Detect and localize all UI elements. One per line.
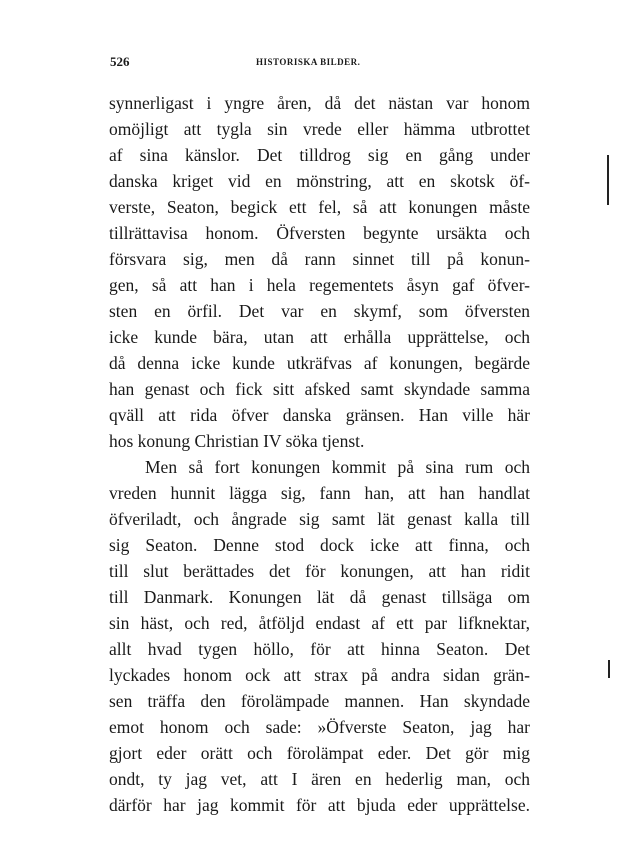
text-line: lyckades honom ock att strax på andra sidan grän- [109,665,530,685]
text-line: därför har jag kommit för att bjuda eder upprättelse. [109,795,530,815]
text-line: hos konung Christian IV söka tjenst. [109,431,365,451]
page-number: 526 [110,54,130,69]
margin-mark [607,155,609,205]
text-line: försvara sig, men då rann sinnet till på konun- [109,249,530,269]
text-line: Men så fort konungen kommit på sina rum och [145,457,530,477]
text-line: gjort eder orätt och förolämpat eder. Det gör mig [109,743,530,763]
text-line: icke kunde bära, utan att erhålla upprättelse, och [109,327,530,347]
text-line: af sina känslor. Det tilldrog sig en gång under [109,145,530,165]
text-line: sig Seaton. Denne stod dock icke att finna, och [109,535,530,555]
text-line: till slut berättades det för konungen, att han ridit [109,561,530,581]
text-line: sen träffa den förolämpade mannen. Han skyndade [109,691,530,711]
text-line: han genast och fick sitt afsked samt skyndade samma [109,379,530,399]
text-line: då denna icke kunde utkräfvas af konungen, begärde [109,353,530,373]
text-line: sin häst, och red, åtföljd endast af ett par lifknektar, [109,613,530,633]
text-line: till Danmark. Konungen lät då genast tillsäga om [109,587,530,607]
text-line: allt hvad tygen höllo, för att hinna Seaton. Det [109,639,530,659]
text-line: ondt, ty jag vet, att I ären en hederlig man, och [109,769,530,789]
text-line: qväll att rida öfver danska gränsen. Han ville här [109,405,530,425]
running-title: HISTORISKA BILDER. [256,57,361,67]
text-line: gen, så att han i hela regementets åsyn gaf öfver- [109,275,530,295]
text-line: tillrättavisa honom. Öfversten begynte ursäkta och [109,223,530,243]
text-line: synnerligast i yngre åren, då det nästan var honom [109,93,530,113]
text-line: vreden hunnit lägga sig, fann han, att han handlat [109,483,530,503]
text-line: öfveriladt, och ångrade sig samt lät genast kalla till [109,509,530,529]
text-line: omöjligt att tygla sin vrede eller hämma utbrottet [109,119,530,139]
text-line: sten en örfil. Det var en skymf, som öfversten [109,301,530,321]
text-line: danska kriget vid en mönstring, att en skotsk öf- [109,171,530,191]
text-line: verste, Seaton, begick ett fel, så att konungen måste [109,197,530,217]
margin-mark [608,660,610,678]
text-line: emot honom och sade: »Öfverste Seaton, jag har [109,717,530,737]
